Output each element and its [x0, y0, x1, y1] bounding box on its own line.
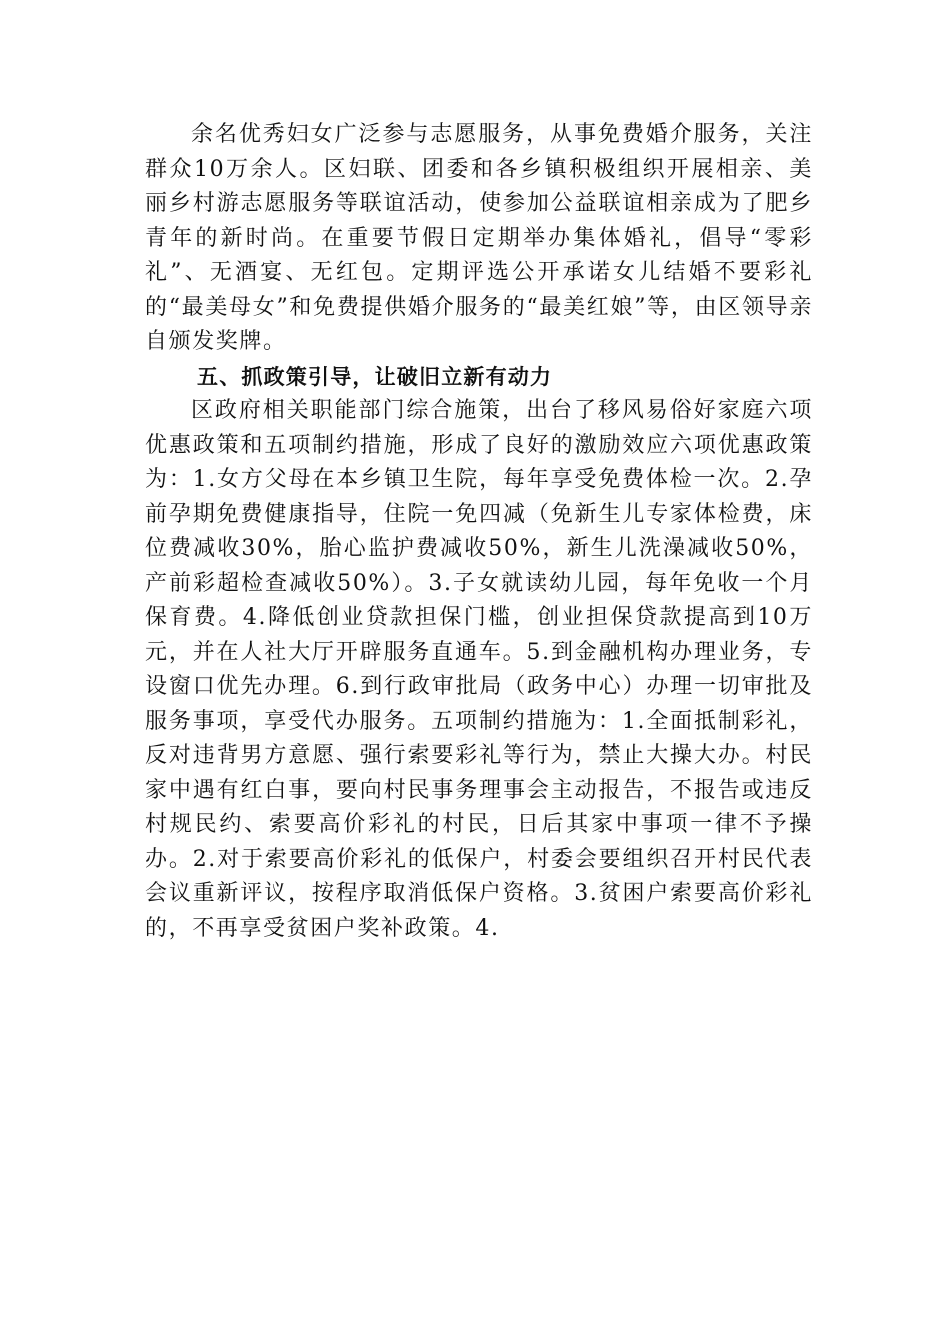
paragraph-continued: 余名优秀妇女广泛参与志愿服务，从事免费婚介服务，关注群众10万余人。区妇联、团委和各乡镇积极组织开展相亲、美丽乡村游志愿服务等联谊活动，使参加公益联谊相亲成为了肥乡青年的新时尚。在重要节假日定期举办集体婚礼，倡导“零彩礼”、无酒宴、无红包。定期评选公开承诺女儿结婚不要彩礼的“最美母女”和免费提供婚介服务的“最美红娘”等，由区领导亲自颁发奖牌。	[145, 122, 813, 354]
document-body	[145, 118, 813, 946]
paragraph-policy: 区政府相关职能部门综合施策，出台了移风易俗好家庭六项优惠政策和五项制约措施，形成了良好的激励效应六项优惠政策为：1.女方父母在本乡镇卫生院，每年享受免费体检一次。2.孕前孕期免费健康指导，住院一免四减（免新生儿专家体检费，床位费减收30%，胎心监护费减收50%，新生儿洗澡减收50%，产前彩超检查减收50%）。3.子女就读幼儿园，每年免收一个月保育费。4.降低创业贷款担保门槛，创业担保贷款提高到10万元，并在人社大厅开辟服务直通车。5.到金融机构办理业务，专设窗口优先办理。6.到行政审批局（政务中心）办理一切审批及服务事项，享受代办服务。五项制约措施为：1.全面抵制彩礼，反对违背男方意愿、强行索要彩礼等行为，禁止大操大办。村民家中遇有红白事，要向村民事务理事会主动报告，不报告或违反村规民约、索要高价彩礼的村民，日后其家中事项一律不予操办。2.对于索要高价彩礼的低保户，村委会要组织召开村民代表会议重新评议，按程序取消低保户资格。3.贫困户索要高价彩礼的，不再享受贫困户奖补政策。4.	[145, 398, 813, 941]
section-heading: 五、抓政策引导，让破旧立新有动力	[197, 364, 553, 389]
